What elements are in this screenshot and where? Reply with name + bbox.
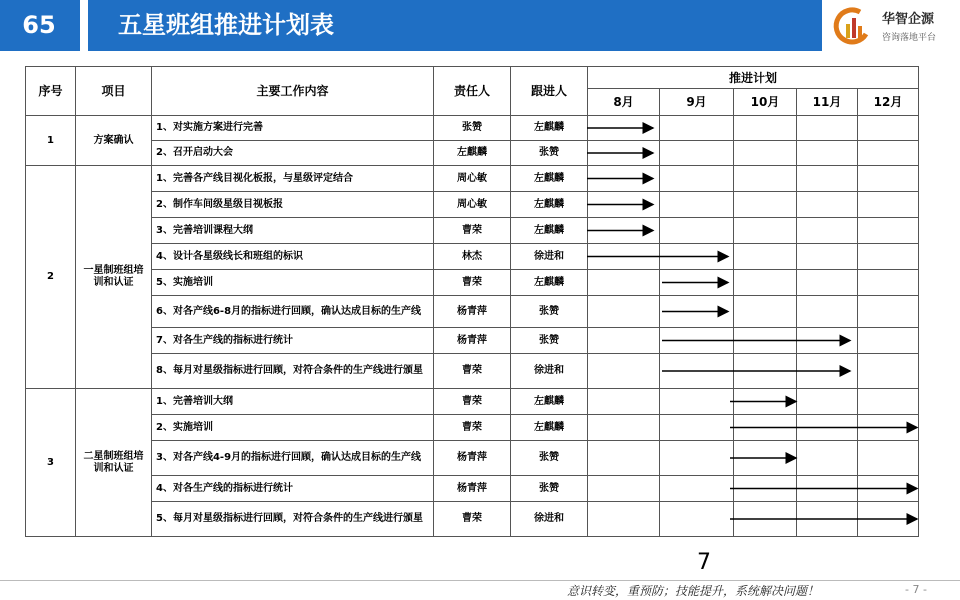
month-cell — [858, 270, 919, 296]
task-follower: 左麒麟 — [511, 389, 588, 415]
task-owner: 曹荣 — [434, 389, 511, 415]
month-cell — [858, 296, 919, 328]
header-project: 项目 — [76, 67, 152, 116]
task-content: 1、完善培训大纲 — [152, 389, 434, 415]
header-plan: 推进计划 — [588, 67, 919, 89]
month-cell — [660, 296, 734, 328]
month-cell — [660, 502, 734, 537]
task-content: 3、对各产线4-9月的指标进行回顾，确认达成目标的生产线 — [152, 441, 434, 476]
task-owner: 林杰 — [434, 244, 511, 270]
task-content: 5、实施培训 — [152, 270, 434, 296]
table-row — [26, 116, 919, 141]
task-follower: 徐进和 — [511, 502, 588, 537]
task-content: 4、对各生产线的指标进行统计 — [152, 476, 434, 502]
month-cell — [858, 116, 919, 141]
table-row — [26, 166, 919, 192]
header-owner: 责任人 — [434, 67, 511, 116]
task-owner: 曹荣 — [434, 354, 511, 389]
month-cell — [734, 244, 797, 270]
task-owner: 杨青萍 — [434, 476, 511, 502]
month-cell — [858, 502, 919, 537]
table-row — [26, 502, 919, 537]
group-project: 方案确认 — [76, 116, 152, 166]
task-content: 2、实施培训 — [152, 415, 434, 441]
big-page-number: 7 — [697, 550, 711, 575]
table-row — [26, 218, 919, 244]
month-cell — [734, 415, 797, 441]
table-row — [26, 354, 919, 389]
month-cell — [734, 141, 797, 166]
month-cell — [797, 244, 858, 270]
task-owner: 张赞 — [434, 116, 511, 141]
month-cell — [797, 354, 858, 389]
month-cell — [797, 116, 858, 141]
month-cell — [660, 354, 734, 389]
task-content: 6、对各产线6-8月的指标进行回顾，确认达成目标的生产线 — [152, 296, 434, 328]
table-row — [26, 476, 919, 502]
month-cell — [797, 441, 858, 476]
month-cell — [734, 502, 797, 537]
table-row — [26, 328, 919, 354]
month-cell — [858, 415, 919, 441]
month-header: 10月 — [734, 89, 797, 116]
month-cell — [660, 116, 734, 141]
month-cell — [660, 415, 734, 441]
month-cell — [588, 476, 660, 502]
plan-table — [25, 66, 919, 537]
month-cell — [858, 389, 919, 415]
month-cell — [734, 354, 797, 389]
footer-divider — [0, 580, 960, 581]
logo — [822, 0, 960, 51]
month-cell — [660, 328, 734, 354]
group-number: 1 — [26, 116, 76, 166]
task-follower: 左麒麟 — [511, 116, 588, 141]
header-follower: 跟进人 — [511, 67, 588, 116]
task-content: 5、每月对星级指标进行回顾，对符合条件的生产线进行颁星 — [152, 502, 434, 537]
month-cell — [797, 389, 858, 415]
month-cell — [588, 296, 660, 328]
month-cell — [858, 192, 919, 218]
header-divider — [80, 0, 88, 51]
month-cell — [588, 244, 660, 270]
group-number: 3 — [26, 389, 76, 537]
task-content: 2、召开启动大会 — [152, 141, 434, 166]
month-cell — [588, 389, 660, 415]
month-cell — [660, 244, 734, 270]
month-cell — [797, 502, 858, 537]
month-cell — [660, 441, 734, 476]
task-content: 3、完善培训课程大纲 — [152, 218, 434, 244]
task-follower: 徐进和 — [511, 244, 588, 270]
table-row — [26, 415, 919, 441]
task-owner: 曹荣 — [434, 270, 511, 296]
month-cell — [588, 328, 660, 354]
task-follower: 左麒麟 — [511, 415, 588, 441]
task-follower: 张赞 — [511, 441, 588, 476]
task-follower: 张赞 — [511, 296, 588, 328]
month-cell — [797, 141, 858, 166]
table-row — [26, 270, 919, 296]
group-project: 二星制班组培训和认证 — [76, 389, 152, 537]
month-cell — [734, 476, 797, 502]
month-cell — [858, 166, 919, 192]
header-content: 主要工作内容 — [152, 67, 434, 116]
page-indicator: - 7 - — [905, 583, 927, 596]
month-cell — [660, 389, 734, 415]
group-project: 一星制班组培训和认证 — [76, 166, 152, 389]
month-cell — [734, 166, 797, 192]
task-owner: 曹荣 — [434, 218, 511, 244]
task-owner: 杨青萍 — [434, 328, 511, 354]
month-cell — [588, 192, 660, 218]
task-follower: 徐进和 — [511, 354, 588, 389]
footer-slogan: 意识转变，重预防；技能提升，系统解决问题！ — [567, 584, 820, 598]
month-cell — [858, 218, 919, 244]
month-cell — [797, 166, 858, 192]
task-owner: 杨青萍 — [434, 441, 511, 476]
month-header: 12月 — [858, 89, 919, 116]
month-cell — [797, 192, 858, 218]
logo-mark-icon — [832, 6, 872, 46]
task-follower: 左麒麟 — [511, 270, 588, 296]
table-row — [26, 389, 919, 415]
group-number: 2 — [26, 166, 76, 389]
month-cell — [858, 244, 919, 270]
logo-name: 华智企源 — [882, 12, 935, 27]
task-content: 2、制作车间级星级目视板报 — [152, 192, 434, 218]
month-cell — [734, 441, 797, 476]
month-cell — [797, 415, 858, 441]
task-follower: 张赞 — [511, 328, 588, 354]
month-cell — [660, 166, 734, 192]
logo-subtitle: 咨询落地平台 — [882, 33, 937, 43]
month-cell — [588, 116, 660, 141]
month-cell — [858, 476, 919, 502]
table-row — [26, 296, 919, 328]
month-cell — [588, 354, 660, 389]
month-cell — [660, 141, 734, 166]
month-header: 9月 — [660, 89, 734, 116]
task-content: 4、设计各星级线长和班组的标识 — [152, 244, 434, 270]
month-cell — [797, 328, 858, 354]
month-cell — [734, 328, 797, 354]
task-content: 1、完善各产线目视化板报，与星级评定结合 — [152, 166, 434, 192]
header-no: 序号 — [26, 67, 76, 116]
month-cell — [734, 116, 797, 141]
month-cell — [797, 218, 858, 244]
month-cell — [588, 502, 660, 537]
page-title: 五星班组推进计划表 — [118, 11, 334, 39]
month-cell — [588, 218, 660, 244]
month-cell — [588, 441, 660, 476]
task-owner: 杨青萍 — [434, 296, 511, 328]
header-bar — [0, 0, 960, 51]
month-cell — [858, 354, 919, 389]
task-follower: 张赞 — [511, 141, 588, 166]
task-follower: 左麒麟 — [511, 218, 588, 244]
month-cell — [588, 270, 660, 296]
table-row — [26, 192, 919, 218]
task-content: 8、每月对星级指标进行回顾，对符合条件的生产线进行颁星 — [152, 354, 434, 389]
month-cell — [734, 389, 797, 415]
task-owner: 周心敏 — [434, 166, 511, 192]
task-owner: 左麒麟 — [434, 141, 511, 166]
month-cell — [858, 141, 919, 166]
task-follower: 左麒麟 — [511, 166, 588, 192]
month-cell — [797, 270, 858, 296]
month-cell — [797, 296, 858, 328]
month-cell — [660, 476, 734, 502]
month-cell — [858, 441, 919, 476]
month-cell — [660, 218, 734, 244]
table-row — [26, 244, 919, 270]
task-content: 7、对各生产线的指标进行统计 — [152, 328, 434, 354]
task-follower: 张赞 — [511, 476, 588, 502]
task-content: 1、对实施方案进行完善 — [152, 116, 434, 141]
month-cell — [734, 192, 797, 218]
month-cell — [734, 270, 797, 296]
task-owner: 周心敏 — [434, 192, 511, 218]
month-header: 8月 — [588, 89, 660, 116]
task-owner: 曹荣 — [434, 502, 511, 537]
table-row — [26, 441, 919, 476]
month-cell — [660, 270, 734, 296]
month-cell — [797, 476, 858, 502]
month-cell — [588, 415, 660, 441]
month-cell — [588, 141, 660, 166]
task-owner: 曹荣 — [434, 415, 511, 441]
month-cell — [734, 218, 797, 244]
month-cell — [734, 296, 797, 328]
month-cell — [660, 192, 734, 218]
month-cell — [588, 166, 660, 192]
task-follower: 左麒麟 — [511, 192, 588, 218]
table-row — [26, 141, 919, 166]
month-header: 11月 — [797, 89, 858, 116]
month-cell — [858, 328, 919, 354]
slide-number: 65 — [22, 11, 56, 39]
